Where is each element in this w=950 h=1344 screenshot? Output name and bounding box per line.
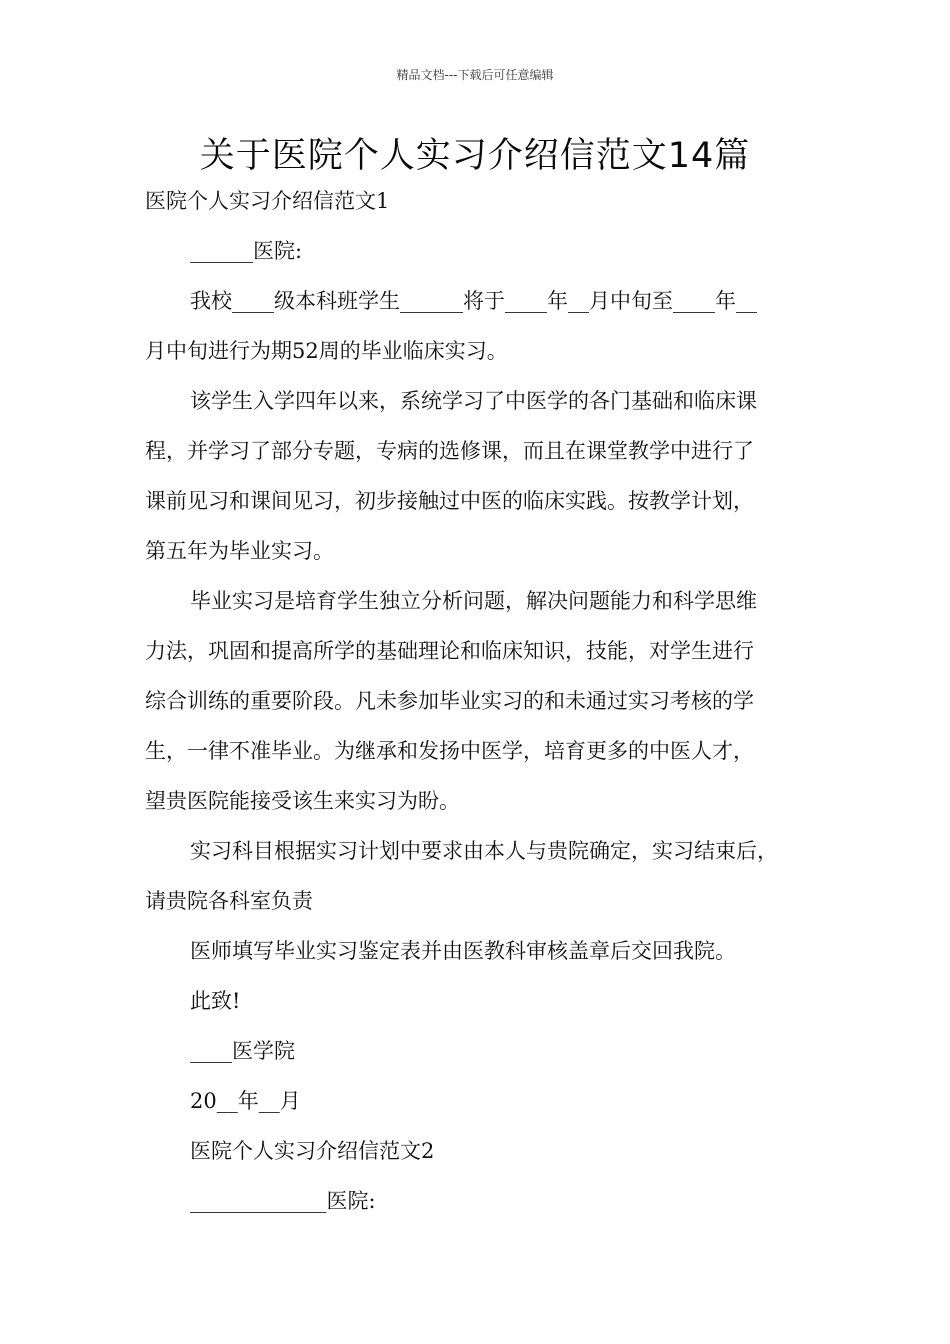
paragraph-line: 请贵院各科室负责 [145, 889, 313, 913]
paragraph-line: 力法，巩固和提高所学的基础理论和临床知识，技能，对学生进行 [145, 639, 754, 663]
document-title: 关于医院个人实习介绍信范文14篇 [199, 136, 751, 176]
paragraph-line: 医师填写毕业实习鉴定表并由医教科审核盖章后交回我院。 [190, 939, 736, 963]
paragraph-line: 课前见习和课间见习，初步接触过中医的临床实践。按教学计划， [145, 489, 754, 513]
section-heading-1: 医院个人实习介绍信范文1 [145, 189, 390, 213]
paragraph-line: 第五年为毕业实习。 [145, 539, 334, 563]
header-note: 精品文档---下载后可任意编辑 [396, 68, 554, 82]
salutation-line: _____________医院: [190, 1189, 376, 1213]
paragraph-line: 实习科目根据实习计划中要求由本人与贵院确定，实习结束后， [190, 839, 778, 863]
section-heading-2: 医院个人实习介绍信范文2 [190, 1139, 435, 1163]
closing-line: 此致! [190, 989, 241, 1013]
paragraph-line: 月中旬进行为期52周的毕业临床实习。 [145, 339, 508, 363]
signature-line: ____医学院 [190, 1039, 295, 1063]
salutation-line: ______医院: [190, 239, 303, 263]
date-line: 20__年__月 [190, 1089, 301, 1113]
paragraph-line: 该学生入学四年以来，系统学习了中医学的各门基础和临床课 [190, 389, 757, 413]
paragraph-line: 综合训练的重要阶段。凡未参加毕业实习的和未通过实习考核的学 [145, 689, 754, 713]
paragraph-line: 毕业实习是培育学生独立分析问题，解决问题能力和科学思维 [190, 589, 757, 613]
paragraph-line: 程，并学习了部分专题，专病的选修课，而且在课堂教学中进行了 [145, 439, 754, 463]
paragraph-line: 生，一律不准毕业。为继承和发扬中医学，培育更多的中医人才， [145, 739, 754, 763]
paragraph-line: 望贵医院能接受该生来实习为盼。 [145, 789, 460, 813]
paragraph-line: 我校____级本科班学生______将于____年__月中旬至____年__ [190, 289, 757, 313]
